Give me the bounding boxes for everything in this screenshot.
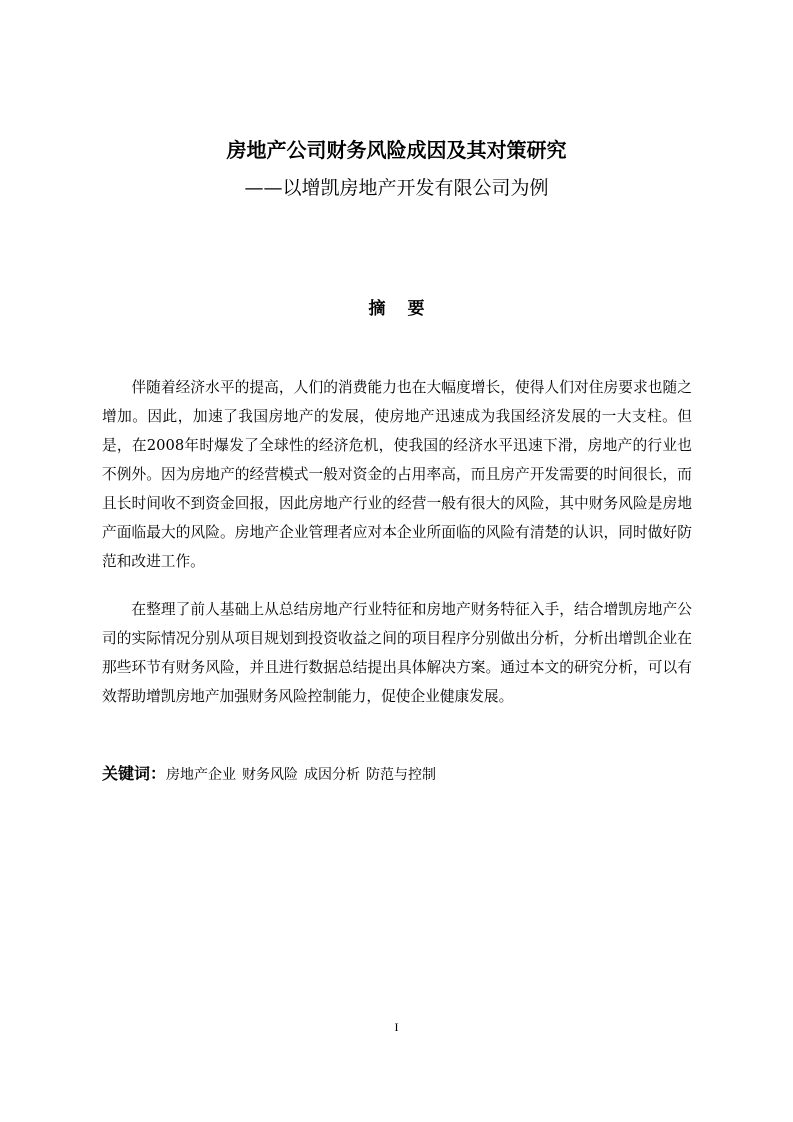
keyword-item: 成因分析 <box>304 767 361 783</box>
abstract-paragraph-1: 伴随着经济水平的提高，人们的消费能力也在大幅度增长，使得人们对住房要求也随之增加。因此，加速了我国房地产的发展，使房地产迅速成为我国经济发展的一大支柱。但是，在2008年时爆发了全球性的经济危机，使我国的经济水平迅速下滑，房地产的行业也不例外。因为房地产的经营模式一般对资金的占用率高，而且房产开发需要的时间很长，而且长时间收不到资金回报，因此房地产行业的经营一般有很大的风险，其中财务风险是房地产面临最大的风险。房地产企业管理者应对本企业所面临的风险有清楚的认识，同时做好防范和改进工作。 <box>102 379 692 570</box>
document-subtitle: ——以增凯房地产开发有限公司为例 <box>244 177 549 199</box>
abstract-heading: 摘要 <box>368 299 447 319</box>
keywords-line <box>102 762 692 787</box>
abstract-paragraph-2: 在整理了前人基础上从总结房地产行业特征和房地产财务特征入手，结合增凯房地产公司的实际情况分别从项目规划到投资收益之间的项目程序分别做出分析，分析出增凯企业在那些环节有财务风险，并且进行数据总结提出具体解决方案。通过本文的研究分析，可以有效帮助增凯房地产加强财务风险控制能力，促使企业健康发展。 <box>102 601 692 705</box>
keyword-item: 防范与控制 <box>366 767 437 783</box>
keywords-label: 关键词： <box>102 764 167 783</box>
keyword-item: 财务风险 <box>242 767 299 783</box>
page-number: I <box>394 1020 399 1034</box>
document-title: 房地产公司财务风险成因及其对策研究 <box>226 138 567 162</box>
keyword-item: 房地产企业 <box>166 767 237 783</box>
